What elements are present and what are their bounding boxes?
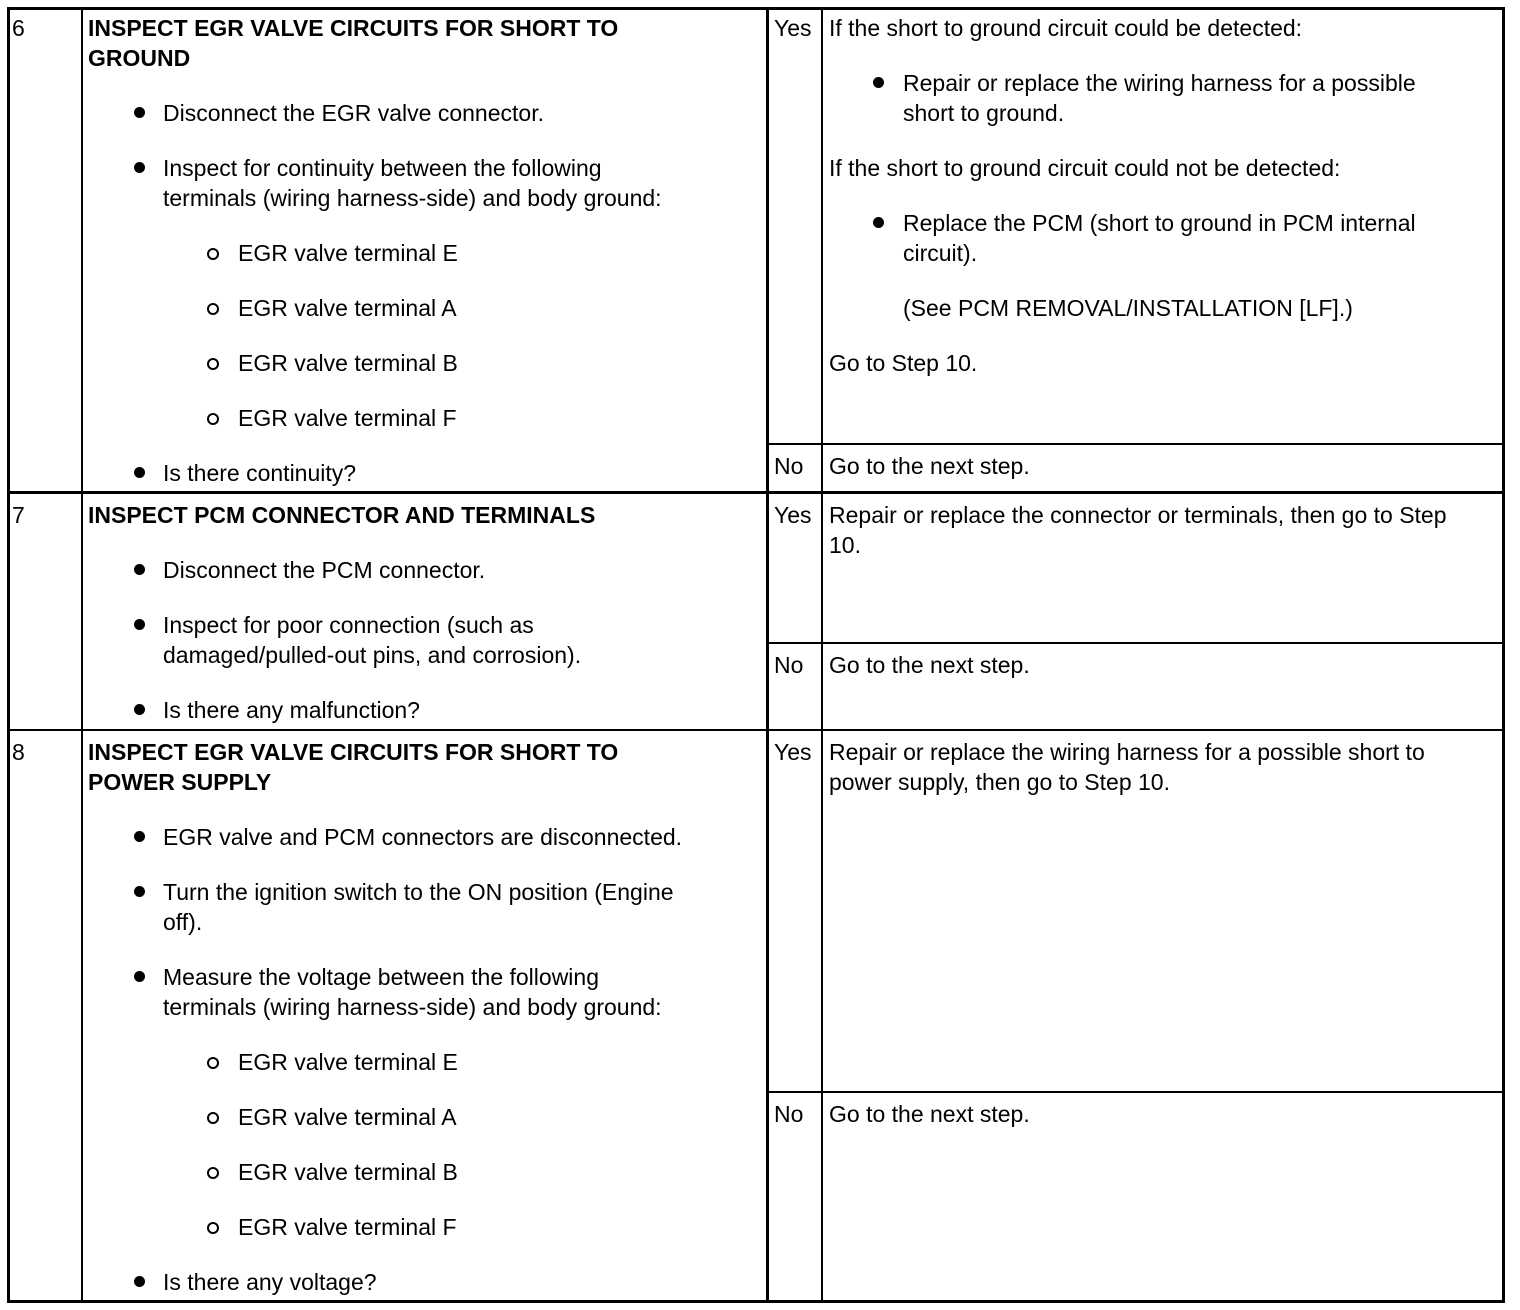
bullet-icon: [873, 217, 884, 228]
action-item: terminals (wiring harness-side) and body ground:: [163, 185, 662, 211]
bullet-icon: [134, 971, 145, 982]
column-divider: [821, 7, 823, 1303]
action-item: Is there any voltage?: [163, 1269, 377, 1295]
result-text: Repair or replace the connector or terminals, then go to Step: [829, 502, 1447, 528]
yes-label: Yes: [774, 15, 812, 41]
bullet-icon: [134, 467, 145, 478]
action-item: Is there any malfunction?: [163, 697, 420, 723]
step-title: INSPECT EGR VALVE CIRCUITS FOR SHORT TO: [88, 739, 619, 765]
column-divider: [81, 7, 83, 1303]
step-number: 8: [12, 739, 25, 765]
sub-bullet-icon: [207, 1167, 219, 1179]
sub-item: EGR valve terminal B: [238, 350, 458, 376]
bullet-icon: [134, 107, 145, 118]
action-item: off).: [163, 909, 203, 935]
sub-item: EGR valve terminal F: [238, 1214, 457, 1240]
sub-item: EGR valve terminal A: [238, 1104, 457, 1130]
step-title: GROUND: [88, 45, 191, 71]
result-text: 10.: [829, 532, 861, 558]
result-text: (See PCM REMOVAL/INSTALLATION [LF].): [903, 295, 1353, 321]
row-divider: [768, 443, 1505, 445]
result-text: short to ground.: [903, 100, 1065, 126]
sub-bullet-icon: [207, 303, 219, 315]
bullet-icon: [134, 831, 145, 842]
action-item: terminals (wiring harness-side) and body ground:: [163, 994, 662, 1020]
bullet-icon: [873, 77, 884, 88]
yes-label: Yes: [774, 502, 812, 528]
step-title: INSPECT EGR VALVE CIRCUITS FOR SHORT TO: [88, 15, 619, 41]
sub-item: EGR valve terminal F: [238, 405, 457, 431]
sub-bullet-icon: [207, 1112, 219, 1124]
bullet-icon: [134, 704, 145, 715]
bullet-icon: [134, 619, 145, 630]
sub-bullet-icon: [207, 358, 219, 370]
result-text: If the short to ground circuit could not be detected:: [829, 155, 1341, 181]
step-title: INSPECT PCM CONNECTOR AND TERMINALS: [88, 502, 596, 528]
bullet-icon: [134, 886, 145, 897]
step-number: 7: [12, 502, 25, 528]
column-divider: [766, 7, 769, 1303]
sub-item: EGR valve terminal E: [238, 240, 458, 266]
result-text: Repair or replace the wiring harness for a possible: [903, 70, 1416, 96]
step-title: POWER SUPPLY: [88, 769, 272, 795]
sub-bullet-icon: [207, 248, 219, 260]
action-item: Turn the ignition switch to the ON position (Engine: [163, 879, 674, 905]
action-item: Measure the voltage between the following: [163, 964, 600, 990]
bullet-icon: [134, 1276, 145, 1287]
result-text: Go to Step 10.: [829, 350, 978, 376]
result-text: Replace the PCM (short to ground in PCM internal: [903, 210, 1416, 236]
row-divider: [768, 1091, 1505, 1093]
action-item: damaged/pulled-out pins, and corrosion).: [163, 642, 582, 668]
action-item: Disconnect the PCM connector.: [163, 557, 486, 583]
result-text: Go to the next step.: [829, 453, 1030, 479]
result-text: If the short to ground circuit could be detected:: [829, 15, 1303, 41]
action-item: Is there continuity?: [163, 460, 357, 486]
sub-item: EGR valve terminal A: [238, 295, 457, 321]
no-label: No: [774, 652, 804, 678]
bullet-icon: [134, 162, 145, 173]
row-divider: [768, 642, 1505, 644]
result-text: circuit).: [903, 240, 978, 266]
no-label: No: [774, 453, 804, 479]
sub-bullet-icon: [207, 1057, 219, 1069]
result-text: Repair or replace the wiring harness for a possible short to: [829, 739, 1425, 765]
sub-item: EGR valve terminal E: [238, 1049, 458, 1075]
action-item: EGR valve and PCM connectors are disconnected.: [163, 824, 683, 850]
action-item: Inspect for continuity between the following: [163, 155, 602, 181]
row-divider: [7, 729, 1505, 731]
action-item: Disconnect the EGR valve connector.: [163, 100, 544, 126]
result-text: Go to the next step.: [829, 1101, 1030, 1127]
result-text: Go to the next step.: [829, 652, 1030, 678]
action-item: Inspect for poor connection (such as: [163, 612, 534, 638]
result-text: power supply, then go to Step 10.: [829, 769, 1170, 795]
sub-bullet-icon: [207, 413, 219, 425]
bullet-icon: [134, 564, 145, 575]
sub-item: EGR valve terminal B: [238, 1159, 458, 1185]
no-label: No: [774, 1101, 804, 1127]
sub-bullet-icon: [207, 1222, 219, 1234]
row-divider: [7, 491, 1505, 494]
yes-label: Yes: [774, 739, 812, 765]
step-number: 6: [12, 15, 25, 41]
